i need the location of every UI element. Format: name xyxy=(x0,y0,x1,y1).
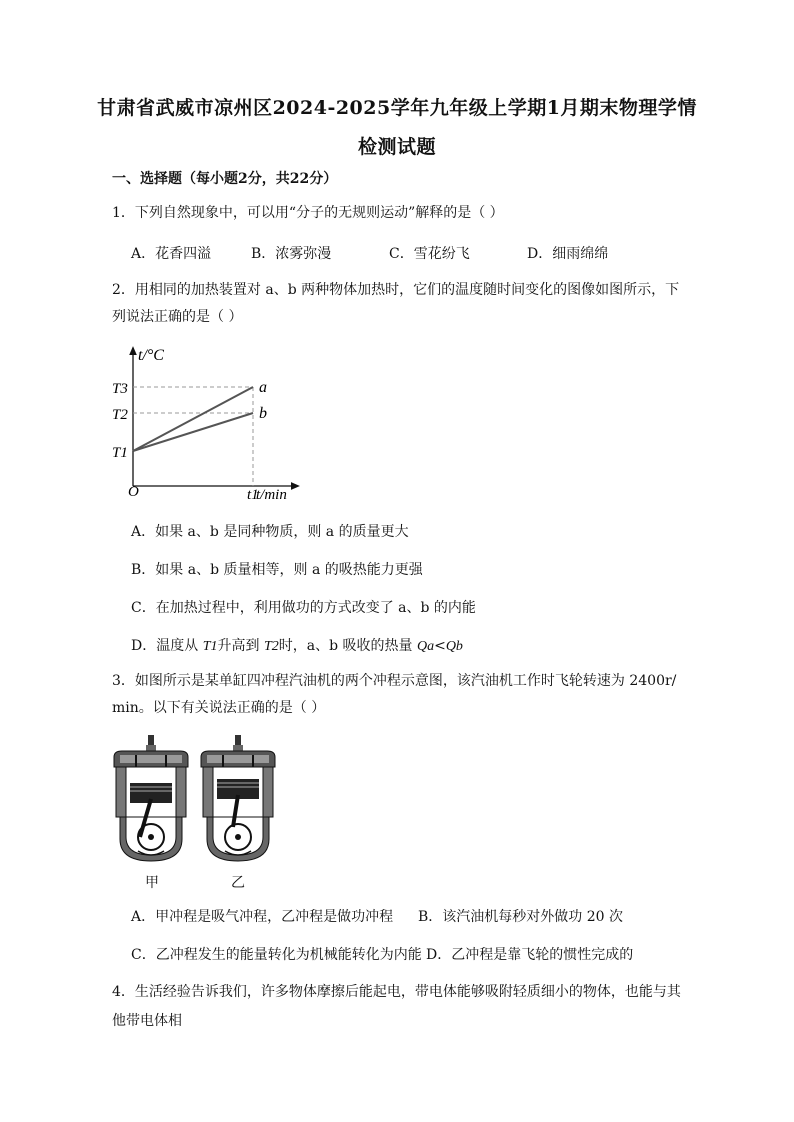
q2-option-d-mid1: 升高到 xyxy=(217,638,260,654)
q1-option-c: C．雪花纷飞 xyxy=(389,246,470,262)
q1-option-b: B．浓雾弥漫 xyxy=(251,246,332,262)
q3-option-c: C．乙冲程发生的能量转化为机械能转化为内能 xyxy=(131,947,422,963)
label-line-a: a xyxy=(259,379,267,396)
section-heading: 一、选择题（每小题2分，共22分） xyxy=(112,171,338,187)
q3-option-b: B．该汽油机每秒对外做功 20 次 xyxy=(418,909,624,925)
engine-label-yi: 乙 xyxy=(231,875,245,891)
q2-option-d-prefix: D．温度从 xyxy=(131,638,199,654)
q2-option-d-mid2: 时，a、b 吸收的热量 xyxy=(278,638,413,654)
q2-option-d-t2: T2 xyxy=(263,639,279,654)
origin-label: O xyxy=(128,484,139,500)
temperature-time-graph xyxy=(108,338,323,508)
q3-stem-line1: 3．如图所示是某单缸四冲程汽油机的两个冲程示意图，该汽油机工作时飞轮转速为 2400r/ xyxy=(112,673,677,689)
q2-option-b: B．如果 a、b 质量相等，则 a 的吸热能力更强 xyxy=(131,562,423,578)
tick-time-t1: t1 xyxy=(247,487,259,503)
q2-option-c: C．在加热过程中，利用做功的方式改变了 a、b 的内能 xyxy=(131,600,476,616)
y-axis-label: t/°C xyxy=(138,347,164,364)
q2-stem-line1: 2．用相同的加热装置对 a、b 两种物体加热时，它们的温度随时间变化的图像如图所示，下 xyxy=(112,282,680,298)
q2-option-d-qb: Qb xyxy=(445,639,463,654)
q3-stem-line2: min。以下有关说法正确的是（ ） xyxy=(112,700,326,716)
q2-option-d-qa: Qa xyxy=(416,639,435,654)
q1-option-a: A．花香四溢 xyxy=(131,246,212,262)
tick-t1: T1 xyxy=(112,445,128,461)
q2-stem-line2: 列说法正确的是（ ） xyxy=(112,309,243,325)
q4-stem-line2: 他带电体相 xyxy=(112,1013,182,1029)
q1-stem: 1．下列自然现象中，可以用“分子的无规则运动”解释的是（ ） xyxy=(112,205,504,221)
q2-option-a: A．如果 a、b 是同种物质，则 a 的质量更大 xyxy=(131,524,409,540)
label-line-b: b xyxy=(259,405,267,422)
tick-t2: T2 xyxy=(112,407,128,423)
tick-t3: T3 xyxy=(112,381,128,397)
q2-option-d-lt: < xyxy=(434,638,446,654)
q4-stem-line1: 4．生活经验告诉我们，许多物体摩擦后能起电，带电体能够吸附轻质细小的物体，也能与其 xyxy=(112,984,681,1000)
doc-title-line1: 甘肃省武威市凉州区2024-2025学年九年级上学期1月期末物理学情 xyxy=(97,97,697,119)
q2-option-d-t1: T1 xyxy=(202,639,218,654)
doc-title-line2: 检测试题 xyxy=(357,136,436,158)
x-axis-label: t/min xyxy=(256,487,287,503)
engine-diagram-jia xyxy=(110,733,192,865)
q3-option-a: A．甲冲程是吸气冲程，乙冲程是做功冲程 xyxy=(131,909,394,925)
q2-option-d xyxy=(131,635,463,655)
engine-diagram-yi xyxy=(197,733,279,865)
engine-label-jia: 甲 xyxy=(145,875,159,891)
q1-option-d: D．细雨绵绵 xyxy=(527,246,609,262)
q3-option-d: D．乙冲程是靠飞轮的惯性完成的 xyxy=(426,947,634,963)
